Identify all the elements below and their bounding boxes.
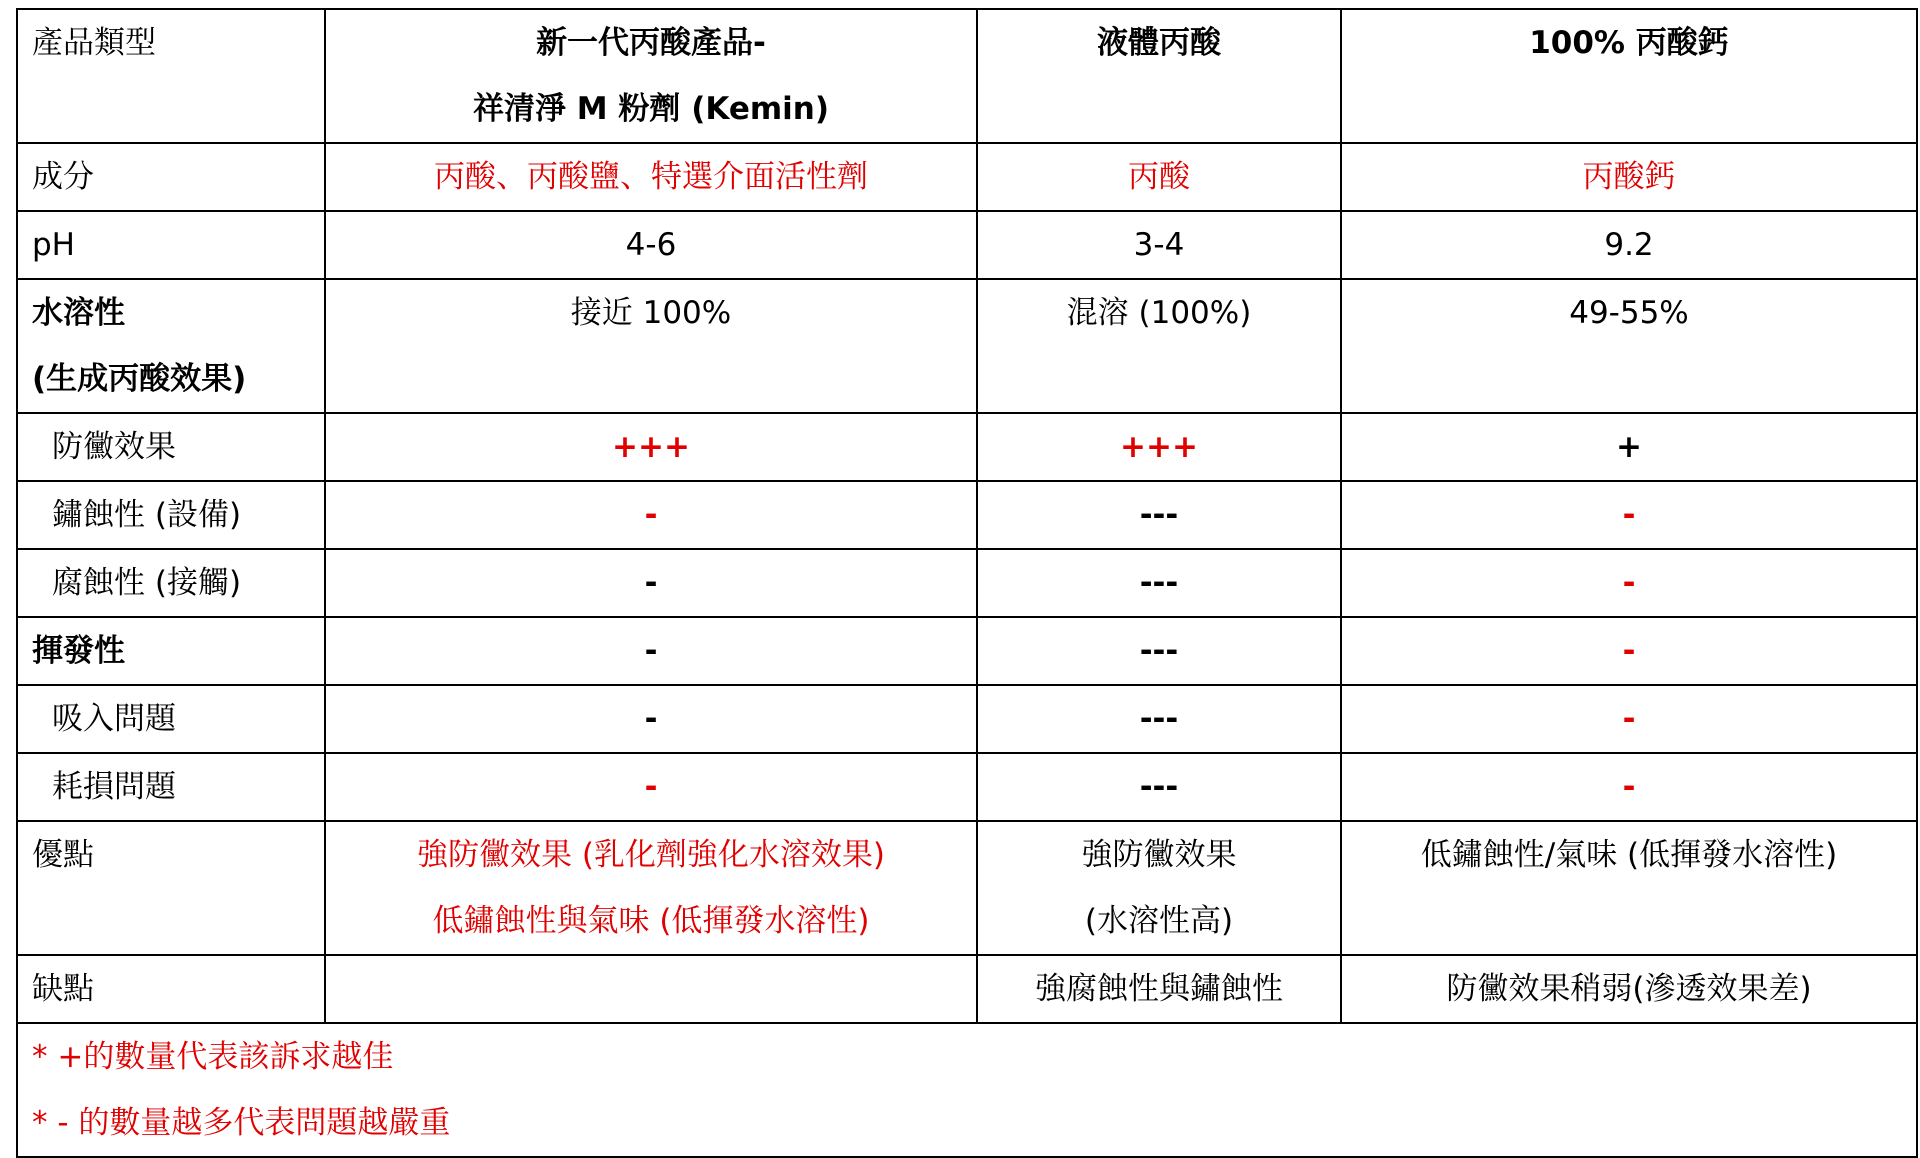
- cell-value: 強腐蝕性與鏽蝕性: [977, 955, 1341, 1023]
- cell-value: ---: [977, 685, 1341, 753]
- header-label-cell: [17, 9, 325, 143]
- cell-value-line1: 強防黴效果: [1081, 837, 1237, 873]
- row-label: 耗損問題: [17, 753, 325, 821]
- table-row: [17, 211, 1917, 279]
- cell-value: ---: [977, 617, 1341, 685]
- cell-value: +++: [325, 413, 977, 481]
- cell-value: ---: [977, 481, 1341, 549]
- cell-value: 3-4: [977, 211, 1341, 279]
- cell-value: +: [1341, 413, 1917, 481]
- header-col3-cell: [1341, 9, 1917, 143]
- table-row: [17, 955, 1917, 1023]
- cell-value: 丙酸、丙酸鹽、特選介面活性劑: [325, 143, 977, 211]
- cell-value: -: [325, 753, 977, 821]
- cell-value: 丙酸: [977, 143, 1341, 211]
- cell-value: 49-55%: [1341, 279, 1917, 413]
- cell-value: ---: [977, 753, 1341, 821]
- header-col2: 液體丙酸: [1097, 25, 1221, 61]
- cell-value: -: [325, 685, 977, 753]
- advantages-col1-cell: [325, 821, 977, 955]
- note-minus-legend: * - 的數量越多代表問題越嚴重: [32, 1105, 451, 1141]
- notes-row: [17, 1023, 1917, 1157]
- row-label-cell: [17, 279, 325, 413]
- table-row: [17, 617, 1917, 685]
- propionic-product-comparison-table: [16, 8, 1918, 1158]
- header-col2-cell: [977, 9, 1341, 143]
- row-label: 水溶性: [32, 295, 125, 331]
- table-row: [17, 753, 1917, 821]
- cell-value: 接近 100%: [325, 279, 977, 413]
- header-col1-line1: 新一代丙酸產品-: [536, 25, 766, 61]
- header-col1-cell: [325, 9, 977, 143]
- note-plus-legend: * +的數量代表該訴求越佳: [32, 1039, 394, 1075]
- comparison-table-container: [16, 8, 1916, 1158]
- cell-value: 4-6: [325, 211, 977, 279]
- table-row: [17, 549, 1917, 617]
- row-label: 成分: [17, 143, 325, 211]
- row-label: 鏽蝕性 (設備): [17, 481, 325, 549]
- cell-value: 防黴效果稍弱(滲透效果差): [1341, 955, 1917, 1023]
- cell-value: 低鏽蝕性/氣味 (低揮發水溶性): [1341, 821, 1917, 955]
- cell-value: +++: [977, 413, 1341, 481]
- cell-value: 丙酸鈣: [1341, 143, 1917, 211]
- advantages-col2-cell: [977, 821, 1341, 955]
- header-label: 產品類型: [32, 25, 156, 61]
- row-label: pH: [17, 211, 325, 279]
- cell-value: 混溶 (100%): [977, 279, 1341, 413]
- row-label: 揮發性: [17, 617, 325, 685]
- cell-value: [325, 955, 977, 1023]
- table-row: [17, 279, 1917, 413]
- row-label: 優點: [17, 821, 325, 955]
- table-row: [17, 821, 1917, 955]
- row-label-sub: (生成丙酸效果): [32, 361, 247, 397]
- header-row: [17, 9, 1917, 143]
- cell-value: 9.2: [1341, 211, 1917, 279]
- cell-value: -: [1341, 685, 1917, 753]
- cell-value-line2: (水溶性高): [1084, 903, 1234, 939]
- cell-value: -: [325, 549, 977, 617]
- table-row: [17, 413, 1917, 481]
- table-row: [17, 481, 1917, 549]
- cell-value: -: [1341, 617, 1917, 685]
- header-col1-line2: 祥清淨 M 粉劑 (Kemin): [472, 91, 830, 127]
- table-row: [17, 143, 1917, 211]
- cell-value-line1: 強防黴效果 (乳化劑強化水溶效果): [416, 837, 886, 873]
- row-label: 腐蝕性 (接觸): [17, 549, 325, 617]
- cell-value: -: [325, 617, 977, 685]
- cell-value: -: [1341, 549, 1917, 617]
- cell-value-line2: 低鏽蝕性與氣味 (低揮發水溶性): [432, 903, 870, 939]
- cell-value: ---: [977, 549, 1341, 617]
- cell-value: -: [1341, 753, 1917, 821]
- row-label: 吸入問題: [17, 685, 325, 753]
- cell-value: -: [1341, 481, 1917, 549]
- cell-value: -: [325, 481, 977, 549]
- row-label: 防黴效果: [17, 413, 325, 481]
- header-col3: 100% 丙酸鈣: [1529, 25, 1729, 61]
- row-label: 缺點: [17, 955, 325, 1023]
- notes-cell: [17, 1023, 1917, 1157]
- table-row: [17, 685, 1917, 753]
